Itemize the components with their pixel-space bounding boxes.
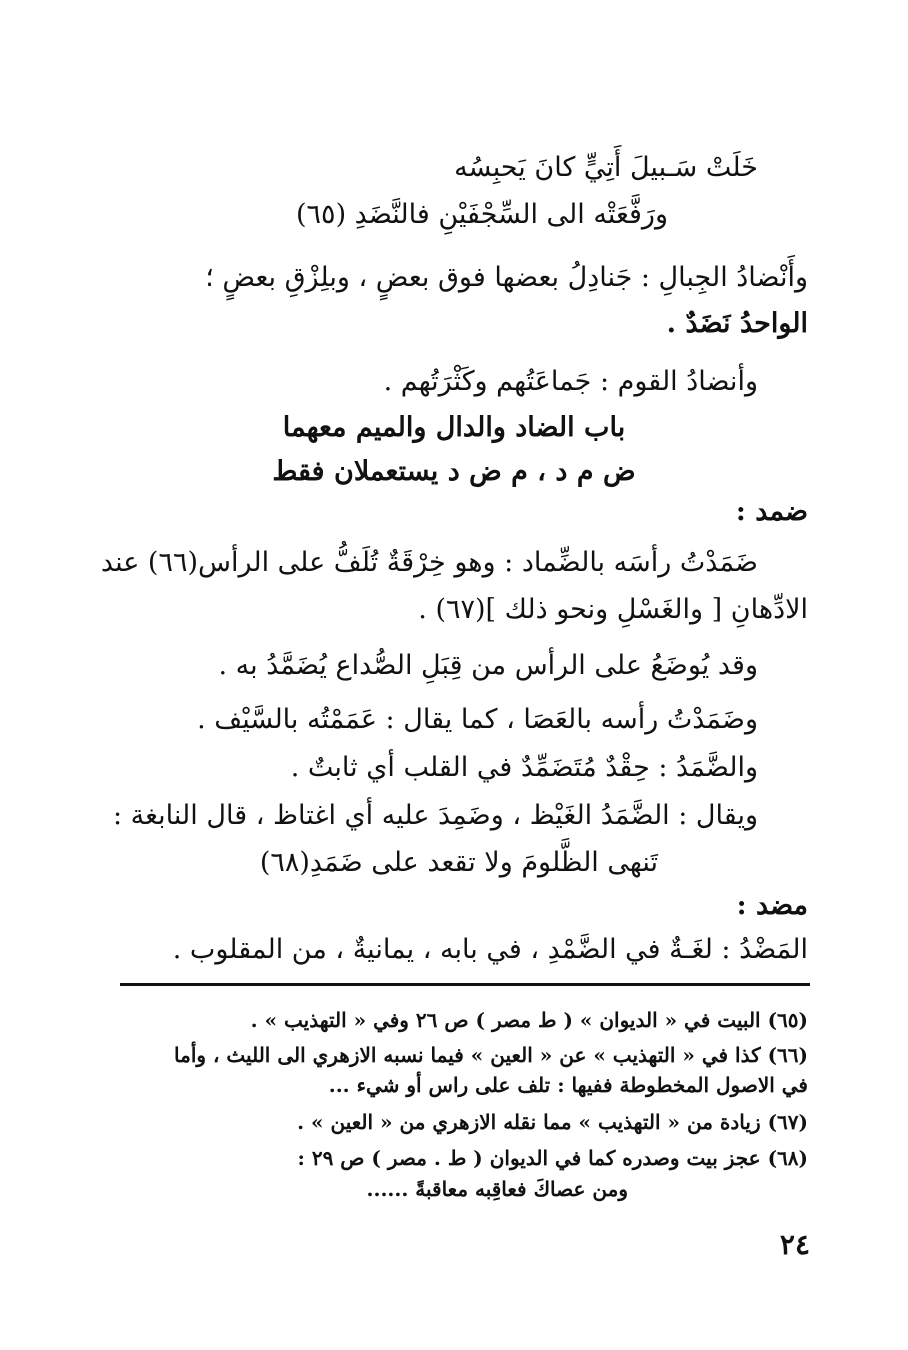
poem-verse-nabigha: تَنهى الظَّلومَ ولا تقعد على ضَمَدِ(٦٨) [259, 847, 658, 878]
dmd-paragraph-4: والضَّمَدُ : حِقْدٌ مُتَضَمِّدٌ في القلب أي ثابتٌ . [290, 752, 758, 783]
dmd-paragraph-3: وضَمَدْتُ رأسه بالعَصَا ، كما يقال : عَمَمْتُه بالسَّيْف . [197, 704, 758, 735]
entry-heading-mdd: مضد : [736, 890, 808, 921]
footnote-68-line-2: ومن عصاكَ فعاقِبه معاقبةً ...... [366, 1177, 628, 1201]
paragraph-andad-line-1: وأَنْضادُ الجِبالِ : جَنادِلُ بعضها فوق بعضٍ ، وبلِزْقِ بعضٍ ؛ [205, 262, 808, 293]
entry-heading-dmd: ضمد : [735, 496, 808, 527]
footnote-separator [120, 983, 810, 986]
poem-line-1: خَلَتْ سَـبيلَ أَتِيٍّ كانَ يَحبِسُه [454, 152, 758, 183]
paragraph-qawm: وأنضادُ القوم : جَماعَتُهم وكَثْرَتُهم . [383, 366, 758, 397]
footnote-65: (٦٥) البيت في « الديوان » ( ط مصر ) ص ٢٦ وفي « التهذيب » . [250, 1008, 808, 1032]
page-number: ٢٤ [779, 1228, 810, 1261]
dmd-paragraph-5: ويقال : الضَّمَدُ الغَيْظ ، وضَمِدَ عليه أي اغتاظ ، قال النابغة : [112, 800, 758, 831]
paragraph-andad-line-2: الواحدُ نَضَدٌ . [666, 308, 808, 339]
section-title: باب الضاد والدال والميم معهما [282, 412, 626, 443]
footnote-67: (٦٧) زيادة من « التهذيب » مما نقله الازهري من « العين » . [297, 1110, 808, 1134]
dmd-paragraph-1-line-2: الادِّهانِ [ والغَسْلِ ونحو ذلك ](٦٧) . [418, 594, 808, 625]
dmd-paragraph-1-line-1: ضَمَدْتُ رأسَه بالضِّماد : وهو خِرْقَةٌ تُلَفُّ على الرأس(٦٦) عند [100, 547, 758, 578]
footnote-66-line-2: في الاصول المخطوطة ففيها : تلف على راس أو شيء ... [328, 1073, 808, 1097]
dmd-paragraph-2: وقد يُوضَعُ على الرأس من قِبَلِ الصُّداع يُضَمَّدُ به . [218, 650, 758, 681]
mdd-paragraph: المَضْدُ : لغَـةٌ في الضَّمْدِ ، في بابه ، يمانيةٌ ، من المقلوب . [172, 934, 808, 965]
section-subtitle: ض م د ، م ض د يستعملان فقط [272, 456, 636, 487]
footnote-66-line-1: (٦٦) كذا في « التهذيب » عن « العين » فيما نسبه الازهري الى الليث ، وأما [174, 1043, 808, 1067]
poem-line-2: ورَفَّعَتْه الى السِّجْفَيْنِ فالنَّضَدِ (٦٥) [296, 199, 668, 230]
footnote-68-line-1: (٦٨) عجز بيت وصدره كما في الديوان ( ط . مصر ) ص ٢٩ : [297, 1146, 808, 1170]
